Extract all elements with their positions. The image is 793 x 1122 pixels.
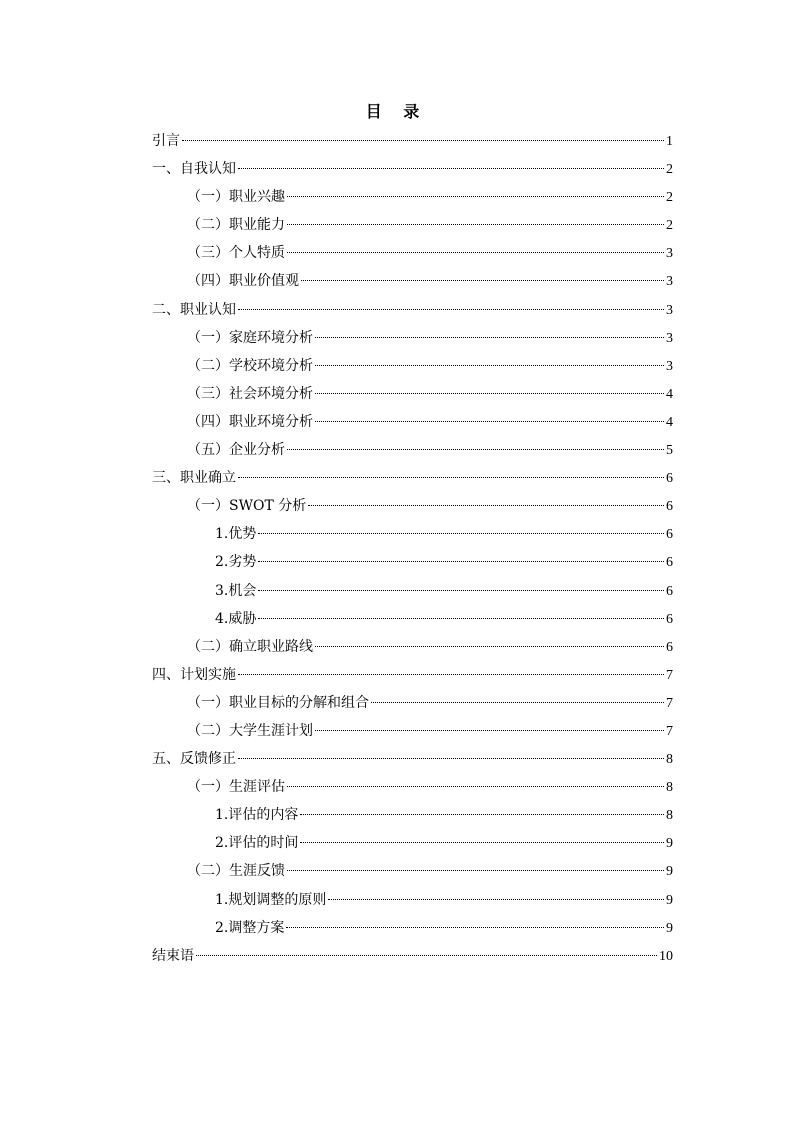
toc-dot-leader bbox=[258, 561, 664, 562]
toc-page-number: 2 bbox=[666, 162, 673, 178]
toc-dot-leader bbox=[287, 196, 664, 197]
toc-page-number: 9 bbox=[666, 836, 673, 852]
toc-page-number: 6 bbox=[666, 527, 673, 543]
toc-page-number: 8 bbox=[666, 780, 673, 796]
toc-page-number: 6 bbox=[666, 499, 673, 515]
toc-dot-leader bbox=[238, 309, 664, 310]
toc-entry[interactable] bbox=[152, 352, 673, 380]
toc-entry-label: （二）职业能力 bbox=[187, 217, 285, 234]
toc-entry[interactable] bbox=[152, 239, 673, 267]
toc-entry-label: （五）企业分析 bbox=[187, 442, 285, 459]
toc-entry-label: （一）家庭环境分析 bbox=[187, 329, 313, 346]
toc-entry[interactable] bbox=[152, 942, 673, 970]
toc-entry[interactable] bbox=[152, 689, 673, 717]
toc-entry[interactable] bbox=[152, 548, 673, 576]
toc-page-number: 6 bbox=[666, 611, 673, 627]
toc-page-number: 9 bbox=[666, 864, 673, 880]
toc-entry[interactable] bbox=[152, 520, 673, 548]
toc-title: 目 录 bbox=[365, 102, 428, 121]
toc-entry-label: （二）大学生涯计划 bbox=[187, 722, 313, 739]
toc-dot-leader bbox=[308, 505, 664, 506]
toc-page-number: 5 bbox=[666, 443, 673, 459]
toc-page-number: 2 bbox=[666, 218, 673, 234]
toc-page-number: 8 bbox=[666, 752, 673, 768]
toc-entry[interactable] bbox=[152, 408, 673, 436]
toc-dot-leader bbox=[238, 758, 664, 759]
toc-entry[interactable] bbox=[152, 267, 673, 295]
toc-page-number: 8 bbox=[666, 808, 673, 824]
toc-entry-label: （四）职业价值观 bbox=[187, 273, 299, 290]
toc-entry-label: （四）职业环境分析 bbox=[187, 413, 313, 430]
toc-entry-label: （一）职业兴趣 bbox=[187, 189, 285, 206]
toc-entry[interactable] bbox=[152, 183, 673, 211]
toc-entry-label: 4.威胁 bbox=[215, 610, 257, 627]
toc-entry[interactable] bbox=[152, 801, 673, 829]
toc-entry-label: 结束语 bbox=[152, 947, 194, 964]
toc-page-number: 3 bbox=[666, 274, 673, 290]
toc-dot-leader bbox=[315, 393, 664, 394]
toc-page-number: 6 bbox=[666, 583, 673, 599]
toc-page-number: 6 bbox=[666, 639, 673, 655]
toc-dot-leader bbox=[315, 646, 664, 647]
toc-entry-label: 3.机会 bbox=[215, 582, 257, 599]
toc-entry[interactable] bbox=[152, 745, 673, 773]
toc-page-number: 1 bbox=[666, 134, 673, 149]
toc-page-number: 3 bbox=[666, 246, 673, 262]
toc-dot-leader bbox=[315, 730, 664, 731]
toc-entry-label: （一）职业目标的分解和组合 bbox=[187, 694, 369, 711]
toc-entry[interactable] bbox=[152, 829, 673, 857]
toc-dot-leader bbox=[196, 955, 657, 956]
toc-entry[interactable] bbox=[152, 886, 673, 914]
toc-entry-label: （三）社会环境分析 bbox=[187, 385, 313, 402]
toc-entry-label: 三、职业确立 bbox=[152, 470, 236, 487]
toc-dot-leader bbox=[287, 224, 664, 225]
toc-entry-label: 2.劣势 bbox=[215, 554, 257, 571]
toc-entry[interactable] bbox=[152, 380, 673, 408]
toc-entry-label: 1.评估的内容 bbox=[215, 807, 299, 824]
toc-entry-label: 一、自我认知 bbox=[152, 161, 236, 178]
toc-dot-leader bbox=[315, 421, 664, 422]
toc-entry[interactable] bbox=[152, 155, 673, 183]
toc-entry[interactable] bbox=[152, 127, 673, 155]
toc-dot-leader bbox=[238, 168, 664, 169]
toc-list bbox=[152, 127, 673, 970]
toc-dot-leader bbox=[300, 814, 664, 815]
toc-entry-label: 二、职业认知 bbox=[152, 301, 236, 318]
toc-page-number: 4 bbox=[666, 386, 673, 402]
toc-entry[interactable] bbox=[152, 914, 673, 942]
toc-page-number: 2 bbox=[666, 190, 673, 206]
toc-entry-label: 2.评估的时间 bbox=[215, 835, 299, 852]
toc-entry[interactable] bbox=[152, 717, 673, 745]
toc-entry[interactable] bbox=[152, 857, 673, 885]
toc-entry[interactable] bbox=[152, 492, 673, 520]
toc-page-number: 9 bbox=[666, 920, 673, 936]
toc-entry[interactable] bbox=[152, 577, 673, 605]
toc-page-number: 3 bbox=[666, 330, 673, 346]
toc-dot-leader bbox=[258, 533, 664, 534]
toc-entry[interactable] bbox=[152, 436, 673, 464]
toc-entry-label: （二）学校环境分析 bbox=[187, 357, 313, 374]
toc-entry-label: 引言 bbox=[152, 133, 180, 149]
toc-dot-leader bbox=[287, 870, 664, 871]
toc-entry-label: 1.规划调整的原则 bbox=[215, 891, 327, 908]
toc-entry[interactable] bbox=[152, 773, 673, 801]
toc-dot-leader bbox=[287, 449, 664, 450]
toc-dot-leader bbox=[258, 590, 664, 591]
toc-entry-label: （三）个人特质 bbox=[187, 245, 285, 262]
toc-dot-leader bbox=[238, 674, 664, 675]
toc-dot-leader bbox=[328, 899, 664, 900]
toc-page-number: 9 bbox=[666, 892, 673, 908]
toc-dot-leader bbox=[371, 702, 664, 703]
toc-dot-leader bbox=[286, 927, 664, 928]
toc-entry[interactable] bbox=[152, 464, 673, 492]
toc-entry-label: 1.优势 bbox=[215, 526, 257, 543]
toc-page-number: 4 bbox=[666, 414, 673, 430]
toc-page-number: 10 bbox=[659, 948, 673, 964]
toc-page-number: 3 bbox=[666, 358, 673, 374]
toc-page-number: 7 bbox=[666, 723, 673, 739]
toc-dot-leader bbox=[315, 365, 664, 366]
toc-dot-leader bbox=[300, 842, 664, 843]
toc-entry-label: （二）生涯反馈 bbox=[187, 863, 285, 880]
toc-entry[interactable] bbox=[152, 633, 673, 661]
toc-page-number: 3 bbox=[666, 302, 673, 318]
toc-dot-leader bbox=[287, 786, 664, 787]
toc-entry-label: 四、计划实施 bbox=[152, 666, 236, 683]
toc-entry[interactable] bbox=[152, 661, 673, 689]
toc-entry[interactable] bbox=[152, 296, 673, 324]
toc-entry[interactable] bbox=[152, 605, 673, 633]
toc-dot-leader bbox=[287, 252, 664, 253]
toc-entry-label: 2.调整方案 bbox=[215, 919, 285, 936]
toc-page-number: 6 bbox=[666, 471, 673, 487]
toc-page-number: 6 bbox=[666, 555, 673, 571]
toc-entry-label: （一）SWOT 分析 bbox=[187, 498, 307, 515]
toc-entry-label: 五、反馈修正 bbox=[152, 751, 236, 768]
toc-dot-leader bbox=[315, 337, 664, 338]
toc-entry-label: （一）生涯评估 bbox=[187, 779, 285, 796]
toc-entry[interactable] bbox=[152, 211, 673, 239]
toc-dot-leader bbox=[182, 140, 664, 141]
toc-dot-leader bbox=[258, 618, 664, 619]
toc-dot-leader bbox=[238, 477, 664, 478]
toc-entry[interactable] bbox=[152, 324, 673, 352]
toc-page-number: 7 bbox=[666, 695, 673, 711]
toc-entry-label: （二）确立职业路线 bbox=[187, 638, 313, 655]
toc-dot-leader bbox=[301, 280, 664, 281]
toc-page-number: 7 bbox=[666, 667, 673, 683]
